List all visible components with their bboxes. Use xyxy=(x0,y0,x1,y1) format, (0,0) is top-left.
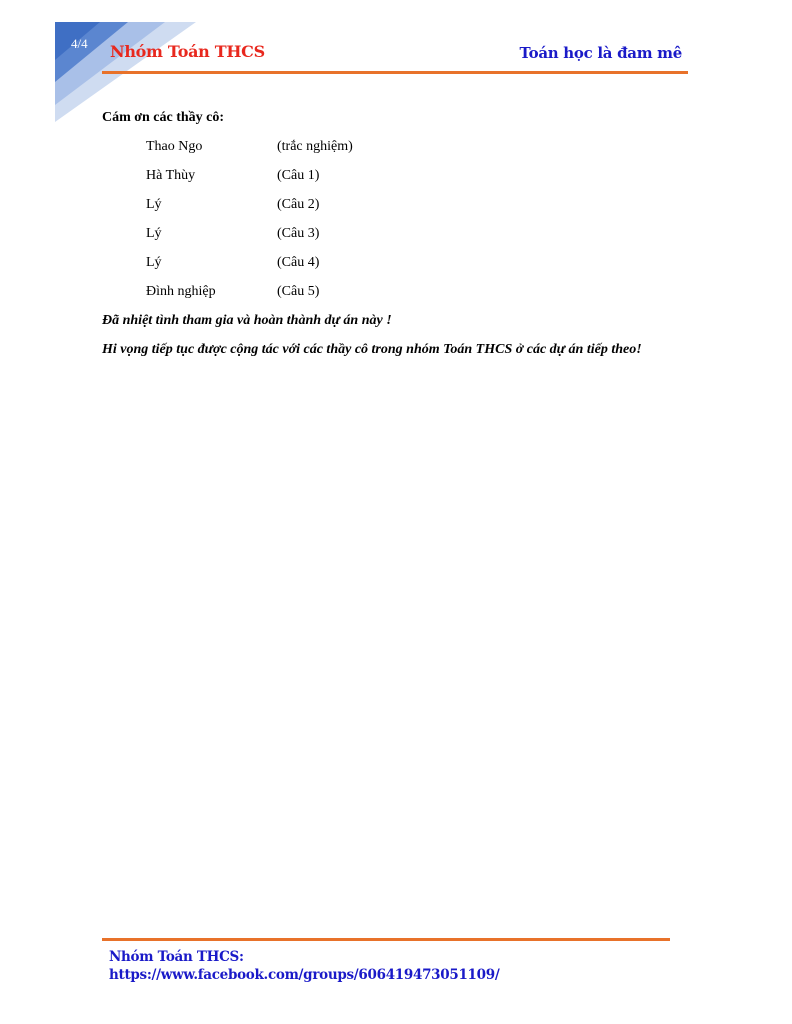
header-divider xyxy=(102,71,688,74)
footer-group-name: Nhóm Toán THCS: xyxy=(109,949,244,965)
credit-row xyxy=(102,253,702,282)
credit-name: Lý xyxy=(146,255,162,270)
credit-name: Thao Ngo xyxy=(146,139,203,154)
closing-note: Đã nhiệt tình tham gia và hoàn thành dự án này ! xyxy=(102,313,392,328)
credit-role: (Câu 2) xyxy=(277,197,320,212)
credit-row xyxy=(102,224,702,253)
document-body xyxy=(102,108,702,369)
credit-role: (trắc nghiệm) xyxy=(277,139,353,154)
credit-row xyxy=(102,282,702,311)
footer xyxy=(109,948,499,984)
credit-row xyxy=(102,195,702,224)
credit-name: Hà Thùy xyxy=(146,168,196,183)
credit-name: Lý xyxy=(146,226,162,241)
credit-row xyxy=(102,137,702,166)
page-number: 4/4 xyxy=(71,36,88,51)
credit-name: Lý xyxy=(146,197,162,212)
credit-name: Đình nghiệp xyxy=(146,284,216,299)
credit-role: (Câu 1) xyxy=(277,168,320,183)
credit-row xyxy=(102,166,702,195)
brand-slogan: Toán học là đam mê xyxy=(519,44,682,62)
brand-title: Nhóm Toán THCS xyxy=(110,42,265,61)
credit-role: (Câu 4) xyxy=(277,255,320,270)
closing-note: Hi vọng tiếp tục được cộng tác với các thầy cô trong nhóm Toán THCS ở các dự án tiếp theo! xyxy=(102,342,642,357)
footer-link[interactable]: https://www.facebook.com/groups/606419473051109/ xyxy=(109,967,500,983)
thanks-heading: Cám ơn các thầy cô: xyxy=(102,110,225,125)
credit-role: (Câu 3) xyxy=(277,226,320,241)
footer-divider xyxy=(102,938,670,941)
credit-role: (Câu 5) xyxy=(277,284,320,299)
